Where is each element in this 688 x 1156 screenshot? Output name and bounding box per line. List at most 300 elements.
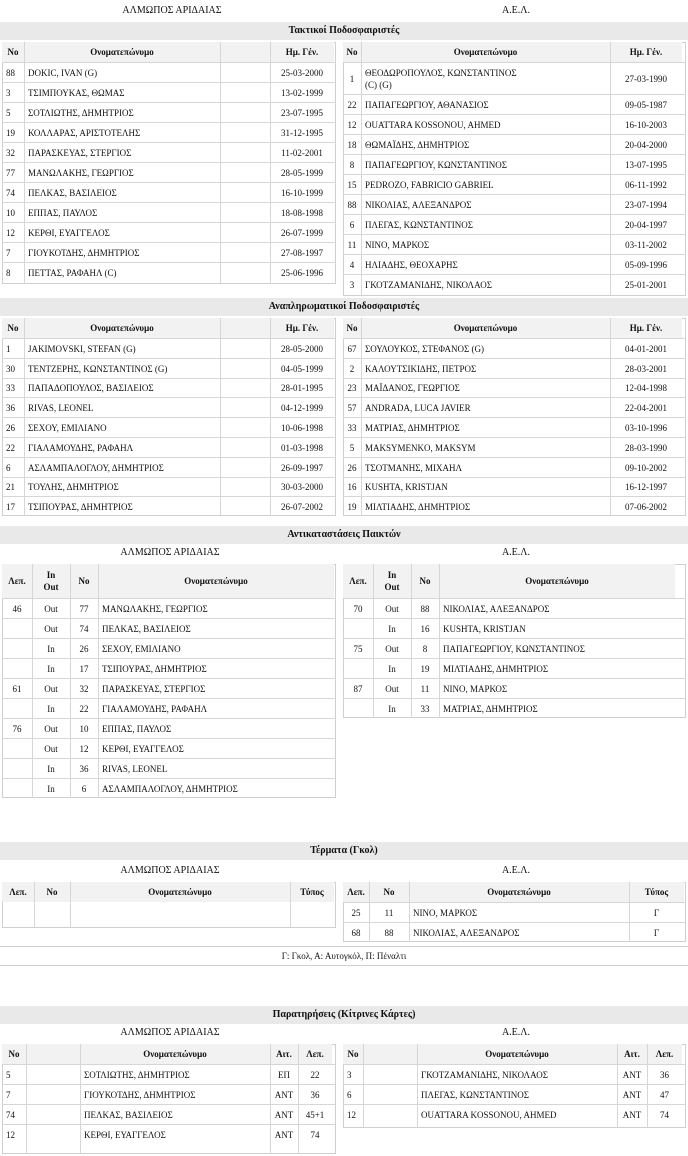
cell-dob: 09-10-2002	[625, 462, 667, 473]
cell-name: MAKSYMENKO, MAKSYM	[365, 442, 476, 453]
cell-name: OUATTARA KOSSONOU, AHMED	[421, 1110, 557, 1120]
changes-home-team: ΑΛΜΩΠΟΣ ΑΡΙΔΑΙΑΣ	[120, 547, 220, 558]
column-divider	[298, 1044, 299, 1154]
table-row	[343, 658, 686, 679]
cell-name: OUATTARA KOSSONOU, AHMED	[365, 120, 501, 130]
cell-min: 68	[351, 928, 361, 938]
cell-name: ΠΕΛΚΑΣ, ΒΑΣΙΛΕΙΟΣ	[102, 624, 191, 634]
cell-gap	[220, 123, 270, 143]
column-header-gap	[26, 1044, 80, 1064]
away-team-name: Α.Ε.Λ.	[501, 5, 531, 16]
cell-type: Γ	[653, 908, 660, 918]
table-row	[343, 598, 686, 619]
cell-name: ΓΙΑΛΑΜΟΥΔΗΣ, ΡΑΦΑΗΛ	[102, 704, 208, 714]
cell-io: Out	[385, 684, 399, 694]
cell-dob: 28-03-2001	[625, 363, 667, 374]
cell-name: ΚΕΡΘΙ, ΕΥΑΓΓΕΛΟΣ	[28, 228, 110, 238]
column-divider	[647, 1044, 648, 1128]
cell-dob: 04-12-1999	[281, 403, 323, 414]
table-row	[2, 1124, 336, 1145]
column-header-min: Λεπ.	[2, 882, 34, 902]
table-row	[2, 62, 336, 83]
cards-title: Παρατηρήσεις (Κίτρινες Κάρτες)	[0, 1006, 688, 1024]
cell-gap	[220, 83, 270, 103]
table-row	[2, 618, 336, 639]
table-row	[2, 397, 336, 418]
cell-name: ΚΑΛΟΥΤΣΙΚΙΔΗΣ, ΠΕΤΡΟΣ	[365, 363, 477, 374]
table-row	[343, 154, 686, 175]
cell-gap	[220, 103, 270, 123]
cell-no: 4	[349, 260, 355, 270]
cell-dob: 03-10-1996	[625, 423, 667, 434]
column-divider	[98, 564, 99, 798]
cell-dob: 16-10-1999	[281, 188, 323, 198]
table-row	[343, 254, 686, 275]
cell-name: ΝΙΚΟΛΙΑΣ, ΑΛΕΞΑΝΔΡΟΣ	[443, 604, 550, 614]
cell-io: In	[47, 704, 55, 714]
table-row	[2, 678, 336, 699]
table-row	[2, 338, 336, 359]
starters-away-table	[343, 42, 686, 296]
cell-min: 74	[310, 1130, 320, 1140]
cards-home-table	[2, 1044, 336, 1154]
cell-min	[2, 639, 32, 659]
cell-no: 12	[347, 120, 357, 130]
cell-gap	[220, 63, 270, 83]
cell-min: 22	[310, 1070, 320, 1080]
cell-name: ΠΕΤΤΑΣ, ΡΑΦΑΗΛ (C)	[28, 268, 117, 278]
column-header-no: No	[70, 564, 98, 598]
column-header-no: No	[343, 318, 361, 338]
cell-name: ΠΛΕΓΑΣ, ΚΩΝΣΤΑΝΤΙΝΟΣ	[421, 1090, 530, 1100]
table-row	[343, 358, 686, 379]
table-row	[2, 638, 336, 659]
table-row	[343, 1104, 686, 1125]
table-row	[343, 698, 686, 719]
cell-dob: 07-06-2002	[625, 502, 667, 513]
column-header-line: Out	[43, 582, 59, 592]
column-header-dob: Ημ. Γέν.	[610, 42, 682, 62]
cell-name: ΜΙΛΤΙΑΔΗΣ, ΔΗΜΗΤΡΙΟΣ	[365, 502, 471, 513]
cell-io: In	[388, 704, 396, 714]
table-row	[2, 378, 336, 399]
cell-name: ΘΩΜΑΪΔΗΣ, ΔΗΜΗΤΡΙΟΣ	[365, 140, 470, 150]
table-row	[2, 738, 336, 759]
cell-no: 7	[6, 248, 11, 258]
table-row	[343, 1084, 686, 1105]
cell-name: RIVAS, LEONEL	[28, 403, 94, 414]
cell-no: 26	[79, 644, 89, 654]
table-row	[2, 496, 336, 517]
cell-dob: 04-05-1999	[281, 363, 323, 374]
cell-dob: 12-04-1998	[625, 383, 667, 394]
cell-min	[343, 699, 373, 719]
column-divider	[411, 564, 412, 718]
cell-dob: 16-10-2003	[625, 120, 667, 130]
table-row	[2, 437, 336, 458]
cell-io: Out	[44, 744, 58, 754]
column-header-name: Ονοματεπώνυμο	[80, 1044, 270, 1064]
table-row	[343, 94, 686, 115]
cell-no: 18	[347, 140, 357, 150]
cell-no: 33	[347, 423, 357, 434]
cell-dob: 10-06-1998	[281, 423, 323, 434]
table-row	[343, 922, 686, 943]
cell-name: ΣΟΥΛΟΥΚΟΣ, ΣΤΕΦΑΝΟΣ (G)	[365, 343, 484, 354]
cell-name: ΕΠΠΑΣ, ΠΑΥΛΟΣ	[102, 724, 172, 734]
cell-min: 70	[353, 604, 363, 614]
cell-min	[2, 779, 32, 799]
cell-min	[2, 619, 32, 639]
cell-dob: 28-05-1999	[281, 168, 323, 178]
table-header-row	[2, 1044, 336, 1064]
column-divider	[80, 1044, 81, 1154]
cell-no: 8	[422, 644, 428, 654]
table-row	[343, 496, 686, 517]
cell-io: In	[47, 784, 55, 794]
cell-gap	[26, 1105, 80, 1125]
table-header-row	[2, 882, 336, 902]
table-row	[2, 698, 336, 719]
cell-dob: 11-02-2001	[281, 148, 323, 158]
cell-no: 3	[349, 280, 355, 290]
cell-min: 76	[12, 724, 22, 734]
column-divider	[373, 564, 374, 718]
cell-no: 8	[6, 268, 11, 278]
cell-no: 10	[79, 724, 89, 734]
cell-name: ΣΟΤΛΙΩΤΗΣ, ΔΗΜΗΤΡΙΟΣ	[84, 1070, 190, 1080]
column-divider	[32, 564, 33, 798]
cell-min: 46	[12, 604, 22, 614]
table-row	[343, 678, 686, 699]
table-row	[343, 477, 686, 498]
cell-gap	[220, 223, 270, 243]
table-row	[343, 62, 686, 95]
column-divider	[70, 882, 71, 928]
cell-name: ΓΚΟΤΖΑΜΑΝΙΔΗΣ, ΝΙΚΟΛΑΟΣ	[421, 1070, 548, 1080]
cell-name: ΠΕΛΚΑΣ, ΒΑΣΙΛΕΙΟΣ	[28, 188, 117, 198]
cell-dob: 25-06-1996	[281, 268, 323, 278]
cell-reason: ΑΝΤ	[274, 1130, 294, 1140]
cell-name: ΠΑΠΑΔΟΠΟΥΛΟΣ, ΒΑΣΙΛΕΙΟΣ	[28, 383, 154, 394]
column-header-reason: Αιτ.	[270, 1044, 298, 1064]
cell-gap	[220, 203, 270, 223]
column-header-gap	[220, 318, 270, 338]
table-row	[343, 194, 686, 215]
cell-no: 22	[6, 442, 15, 453]
cell-gap	[363, 1085, 417, 1105]
column-divider	[369, 882, 370, 942]
cell-dob: 27-08-1997	[281, 248, 323, 258]
column-header-reason: Αιτ.	[617, 1044, 647, 1064]
cell-io: Out	[385, 604, 399, 614]
column-divider	[439, 564, 440, 718]
cell-name: ANDRADA, LUCA JAVIER	[365, 403, 471, 414]
table-header-row	[343, 42, 686, 62]
cell-dob: 20-04-2000	[625, 140, 667, 150]
cell-name: ΠΑΡΑΣΚΕΥΑΣ, ΣΤΕΡΓΙΟΣ	[28, 148, 132, 158]
cell-dob: 28-03-1990	[625, 442, 667, 453]
column-divider	[220, 42, 221, 284]
cell-no: 22	[347, 100, 357, 110]
cell-no: 74	[6, 188, 15, 198]
cell-no: 26	[347, 462, 357, 473]
cell-reason: ΑΝΤ	[622, 1110, 642, 1120]
cell-dob: 28-05-2000	[281, 343, 323, 354]
cell-gap	[220, 379, 270, 399]
cell-no: 21	[6, 482, 15, 493]
table-row	[343, 437, 686, 458]
cell-io: In	[47, 764, 55, 774]
cell-dob: 18-08-1998	[281, 208, 323, 218]
table-row	[343, 234, 686, 255]
table-row	[2, 202, 336, 223]
column-divider	[417, 1044, 418, 1128]
cell-no: 36	[79, 764, 89, 774]
column-divider	[629, 882, 630, 942]
column-header-no: No	[343, 42, 361, 62]
cell-dob: 20-04-1997	[625, 220, 667, 230]
cell-gap	[220, 183, 270, 203]
table-row	[343, 618, 686, 639]
cell-no: 8	[349, 160, 355, 170]
table-row	[2, 262, 336, 283]
column-header-name: Ονοματεπώνυμο	[439, 564, 675, 598]
column-header-no: No	[2, 1044, 26, 1064]
changes-title: Αντικαταστάσεις Παικτών	[0, 526, 688, 544]
cell-name: ΚΟΛΛΑΡΑΣ, ΑΡΙΣΤΟΤΕΛΗΣ	[28, 128, 141, 138]
table-row	[2, 1064, 336, 1085]
cell-dob: 09-05-1987	[625, 100, 667, 110]
cell-no: 5	[349, 442, 355, 453]
cell-name: ΑΣΛΑΜΠΑΛΟΓΛΟΥ, ΔΗΜΗΤΡΙΟΣ	[102, 784, 238, 794]
cell-min: 36	[310, 1090, 320, 1100]
cell-name: ΚΕΡΘΙ, ΕΥΑΓΓΕΛΟΣ	[102, 744, 184, 754]
cell-name: ΜΑΝΩΛΑΚΗΣ, ΓΕΩΡΓΙΟΣ	[102, 604, 208, 614]
cell-min	[2, 759, 32, 779]
column-divider	[24, 42, 25, 284]
cell-min: 25	[351, 908, 361, 918]
column-header-name: Ονοματεπώνυμο	[24, 42, 220, 62]
cell-name: ΠΕΛΚΑΣ, ΒΑΣΙΛΕΙΟΣ	[84, 1110, 173, 1120]
cell-min	[2, 739, 32, 759]
cell-no: 88	[347, 200, 357, 210]
changes-home-table	[2, 564, 336, 798]
cell-name: ΝΙΝΟ, ΜΑΡΚΟΣ	[413, 908, 478, 918]
cell-no: 32	[79, 684, 89, 694]
cell-gap	[220, 478, 270, 498]
cell-gap	[26, 1125, 80, 1145]
cell-dob: 30-03-2000	[281, 482, 323, 493]
subs-away-table	[343, 318, 686, 516]
cell-no: 67	[347, 343, 357, 354]
cell-dob: 03-11-2002	[625, 240, 667, 250]
cell-no: 12	[6, 228, 15, 238]
changes-away-team: Α.Ε.Λ.	[501, 547, 531, 558]
cell-dob: 23-07-1995	[281, 108, 323, 118]
table-row	[343, 214, 686, 235]
table-row	[2, 718, 336, 739]
column-header-gap	[220, 42, 270, 62]
column-divider	[617, 1044, 618, 1128]
cell-no: 57	[347, 403, 357, 414]
cell-no: 12	[79, 744, 89, 754]
cell-no: 3	[347, 1070, 352, 1080]
cell-dob: 13-07-1995	[625, 160, 667, 170]
cell-type: Γ	[653, 928, 660, 938]
column-header-min: Λεπ.	[298, 1044, 332, 1064]
cell-name: ΣΕΧΟΥ, ΕΜΙΛΙΑΝΟ	[102, 644, 181, 654]
cell-no: 6	[81, 784, 87, 794]
table-row	[343, 134, 686, 155]
cell-name: ΑΣΛΑΜΠΑΛΟΓΛΟΥ, ΔΗΜΗΤΡΙΟΣ	[28, 462, 164, 473]
cell-no: 23	[347, 383, 357, 394]
cell-dob: 25-01-2001	[625, 280, 667, 290]
column-divider	[361, 318, 362, 516]
cell-min: 87	[353, 684, 363, 694]
column-divider	[26, 1044, 27, 1154]
table-row	[2, 82, 336, 103]
cell-gap	[220, 339, 270, 359]
cell-name: ΤΣΙΜΠΟΥΚΑΣ, ΘΩΜΑΣ	[28, 88, 125, 98]
cell-name: RIVAS, LEONEL	[102, 764, 168, 774]
column-divider	[610, 42, 611, 296]
cell-dob: 04-01-2001	[625, 343, 667, 354]
table-row	[2, 222, 336, 243]
table-row	[2, 1104, 336, 1125]
cell-min: 75	[353, 644, 363, 654]
goals-away-table	[343, 882, 686, 942]
cell-no: 11	[347, 240, 357, 250]
cell-dob: 16-12-1997	[625, 482, 667, 493]
cell-min: 61	[12, 684, 22, 694]
table-header-row	[343, 1044, 686, 1064]
cell-name: ΣΕΧΟΥ, ΕΜΙΛΙΑΝΟ	[28, 423, 107, 434]
cell-gap	[220, 438, 270, 458]
cell-io: Out	[44, 684, 58, 694]
cell-dob: 06-11-1992	[625, 180, 667, 190]
column-header-line: Out	[384, 582, 400, 592]
cell-no: 11	[384, 908, 394, 918]
cell-name: ΚΕΡΘΙ, ΕΥΑΓΓΕΛΟΣ	[84, 1130, 166, 1140]
cell-no: 17	[6, 502, 15, 513]
cell-name: ΤΣΙΠΟΥΡΑΣ, ΔΗΜΗΤΡΙΟΣ	[28, 502, 133, 513]
cell-name: ΠΑΠΑΓΕΩΡΓΙΟΥ, ΚΩΝΣΤΑΝΤΙΝΟΣ	[365, 160, 507, 170]
cell-no: 30	[6, 363, 15, 374]
column-divider	[220, 318, 221, 516]
cell-dob: 05-09-1996	[625, 260, 667, 270]
cell-no: 5	[6, 108, 11, 118]
column-header-gap	[363, 1044, 417, 1064]
cell-no: 10	[6, 208, 15, 218]
column-header-io	[32, 564, 70, 598]
cell-name: ΝΙΝΟ, ΜΑΡΚΟΣ	[443, 684, 508, 694]
cell-no: 22	[79, 704, 89, 714]
column-divider	[270, 42, 271, 284]
cell-min: 36	[660, 1070, 669, 1080]
table-row	[2, 102, 336, 123]
table-header-row	[343, 318, 686, 338]
subs-home-table	[2, 318, 336, 516]
cell-no: 1	[6, 343, 11, 354]
column-divider	[361, 42, 362, 296]
home-team-name: ΑΛΜΩΠΟΣ ΑΡΙΔΑΙΑΣ	[122, 5, 222, 16]
cell-no: 11	[420, 684, 430, 694]
column-header-type: Τύπος	[290, 882, 334, 902]
starters-title: Τακτικοί Ποδοσφαιριστές	[0, 22, 688, 40]
table-row	[2, 477, 336, 498]
cell-name	[361, 63, 610, 95]
column-header-name: Ονοματεπώνυμο	[98, 564, 334, 598]
cell-io: In	[47, 664, 55, 674]
changes-away-table	[343, 564, 686, 718]
cell-no: 36	[6, 403, 15, 414]
cell-name-line: ΘΕΟΔΩΡΟΠΟΥΛΟΣ, ΚΩΝΣΤΑΝΤΙΝΟΣ	[365, 68, 517, 78]
table-row	[2, 457, 336, 478]
table-row	[343, 397, 686, 418]
column-divider	[34, 882, 35, 928]
column-header-no: No	[411, 564, 439, 598]
column-divider	[270, 318, 271, 516]
column-header-line: In	[46, 570, 56, 580]
cell-dob: 28-01-1995	[281, 383, 323, 394]
cell-name: ΠΛΕΓΑΣ, ΚΩΝΣΤΑΝΤΙΝΟΣ	[365, 220, 474, 230]
cell-gap	[363, 1105, 417, 1125]
cell-min	[2, 699, 32, 719]
cell-name: ΜΙΛΤΙΑΔΗΣ, ΔΗΜΗΤΡΙΟΣ	[443, 664, 549, 674]
cell-name: ΜΑΤΡΙΑΣ, ΔΗΜΗΤΡΙΟΣ	[443, 704, 538, 714]
cell-name: JAKIMOVSKI, STEFAN (G)	[28, 343, 136, 354]
cell-dob: 26-07-2002	[281, 502, 323, 513]
table-row	[343, 338, 686, 359]
column-divider	[70, 564, 71, 798]
cell-no: 1	[349, 74, 355, 84]
cell-dob: 22-04-2001	[625, 403, 667, 414]
cell-gap	[26, 1065, 80, 1085]
cell-no: 6	[6, 462, 11, 473]
cell-name-line: (C) (G)	[365, 80, 392, 90]
cell-no: 88	[420, 604, 430, 614]
teams-header	[0, 0, 688, 23]
table-row	[2, 142, 336, 163]
table-header-row	[2, 42, 336, 62]
cell-io: Out	[44, 604, 58, 614]
column-header-name: Ονοματεπώνυμο	[409, 882, 629, 902]
cell-io: In	[388, 624, 396, 634]
cell-dob: 01-03-1998	[281, 442, 323, 453]
cell-no: 88	[6, 68, 15, 78]
cell-dob: 25-03-2000	[281, 68, 323, 78]
cell-min: 45+1	[305, 1110, 325, 1120]
cell-gap	[220, 497, 270, 517]
table-row	[2, 778, 336, 799]
cell-reason: ΑΝΤ	[274, 1110, 294, 1120]
column-header-dob: Ημ. Γέν.	[270, 318, 334, 338]
cell-no: 12	[347, 1110, 356, 1120]
cell-no: 12	[6, 1130, 15, 1140]
cell-name: ΣΟΤΛΙΩΤΗΣ, ΔΗΜΗΤΡΙΟΣ	[28, 108, 134, 118]
cell-min: 74	[660, 1110, 669, 1120]
cell-io: Out	[385, 644, 399, 654]
cell-name: ΝΙΚΟΛΙΑΣ, ΑΛΕΞΑΝΔΡΟΣ	[365, 200, 472, 210]
column-header-type: Τύπος	[629, 882, 684, 902]
cell-min: 47	[660, 1090, 669, 1100]
cell-name: ΓΚΟΤΖΑΜΑΝΙΔΗΣ, ΝΙΚΟΛΑΟΣ	[365, 280, 492, 290]
column-header-no: No	[2, 318, 24, 338]
cell-gap	[220, 398, 270, 418]
cell-io: Out	[44, 724, 58, 734]
cell-name: ΤΕΝΤΖΕΡΗΣ, ΚΩΝΣΤΑΝΤΙΝΟΣ (G)	[28, 363, 168, 374]
